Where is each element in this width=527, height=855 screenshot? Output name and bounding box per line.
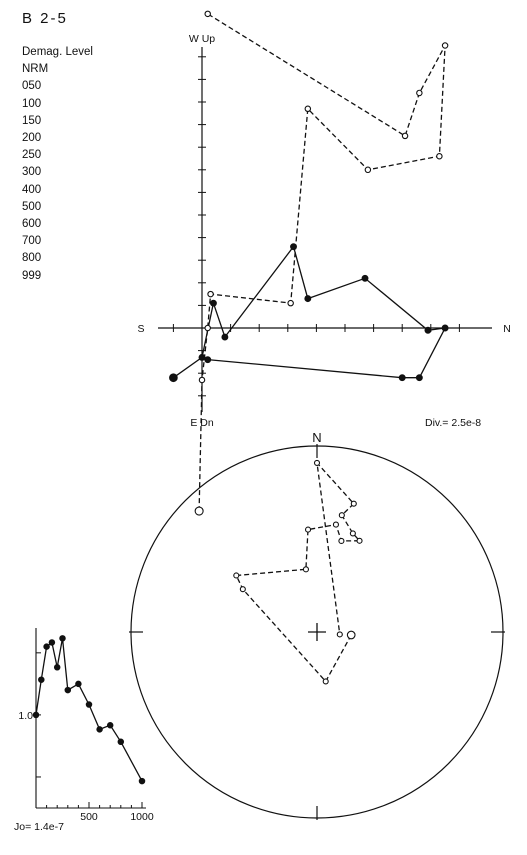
- zij-label-wup: W Up: [188, 33, 216, 45]
- zij-vertical-point: [425, 327, 431, 333]
- zij-label-edn: E Dn: [190, 417, 214, 429]
- zij-vertical-point: [416, 375, 422, 381]
- zij-vertical-point: [442, 325, 448, 331]
- stereonet-point: [240, 587, 245, 592]
- zij-horizontal-point: [402, 133, 407, 138]
- stereonet-point: [306, 527, 311, 532]
- sample-id: B 2-5: [22, 10, 68, 27]
- intensity-point: [49, 640, 54, 645]
- stereonet-path: [236, 463, 359, 682]
- zij-vertical-point: [362, 275, 368, 281]
- zij-horizontal-point: [195, 507, 203, 515]
- zij-horizontal-point: [205, 325, 210, 330]
- intensity-point: [44, 644, 49, 649]
- intensity-ytick-label: 1.0: [18, 709, 33, 722]
- intensity-point: [39, 677, 44, 682]
- intensity-xtick-label: 500: [80, 811, 98, 823]
- demag-step: 300: [22, 166, 42, 179]
- zij-vertical-point: [399, 375, 405, 381]
- stereonet-point: [323, 679, 328, 684]
- zij-label-n: N: [503, 323, 511, 335]
- intensity-xtick-label: 1000: [130, 811, 154, 823]
- zij-vertical-point: [211, 300, 217, 306]
- demag-step: 600: [22, 218, 42, 231]
- stereonet-point: [339, 513, 344, 518]
- demag-step: NRM: [22, 63, 49, 76]
- demag-header: Demag. Level: [22, 46, 93, 58]
- zij-vertical-point: [199, 354, 205, 360]
- zij-vertical-point: [291, 244, 297, 250]
- zij-horizontal-point: [442, 43, 447, 48]
- zij-horizontal-point: [208, 291, 213, 296]
- zij-horizontal-point: [205, 11, 210, 16]
- stereonet-point: [303, 567, 308, 572]
- stereonet-point: [339, 538, 344, 543]
- stereonet-point: [315, 460, 320, 465]
- intensity-point: [33, 712, 38, 717]
- stereonet-point: [350, 531, 355, 536]
- stereonet-point: [333, 522, 338, 527]
- intensity-point: [97, 727, 102, 732]
- zij-vertical-line: [173, 247, 445, 378]
- intensity-line: [36, 638, 142, 781]
- intensity-point: [118, 739, 123, 744]
- demag-step: 800: [22, 252, 42, 265]
- demag-step: 200: [22, 132, 42, 145]
- zij-horizontal-point: [199, 377, 204, 382]
- zij-vertical-point: [222, 334, 228, 340]
- demag-step: 700: [22, 235, 42, 248]
- demag-step: 250: [22, 149, 42, 162]
- demag-step: 999: [22, 269, 42, 282]
- zij-horizontal-point: [417, 90, 422, 95]
- zij-div-label: Div.= 2.5e-8: [425, 417, 482, 429]
- intensity-point: [86, 702, 91, 707]
- intensity-point: [65, 687, 70, 692]
- stereonet-point: [357, 538, 362, 543]
- zij-horizontal-point: [437, 154, 442, 159]
- stereonet-point: [347, 631, 355, 639]
- zij-vertical-point: [305, 296, 311, 302]
- intensity-jo-label: Jo= 1.4e-7: [14, 821, 64, 833]
- demag-step: 100: [22, 97, 42, 110]
- zij-horizontal-point: [288, 300, 293, 305]
- zij-vertical-point: [170, 374, 178, 382]
- zij-horizontal-line: [199, 14, 445, 511]
- demag-step: 150: [22, 114, 42, 127]
- intensity-point: [139, 778, 144, 783]
- demag-step: 500: [22, 200, 42, 213]
- stereonet-point: [351, 501, 356, 506]
- intensity-point: [55, 665, 60, 670]
- intensity-point: [60, 636, 65, 641]
- zij-horizontal-point: [365, 167, 370, 172]
- stereonet-point: [234, 573, 239, 578]
- demag-step: 400: [22, 183, 42, 196]
- intensity-point: [108, 723, 113, 728]
- stereonet-label-n: N: [312, 430, 322, 445]
- demag-step: 050: [22, 80, 42, 93]
- stereonet-point: [337, 632, 342, 637]
- zij-horizontal-point: [305, 106, 310, 111]
- zij-label-s: S: [137, 323, 145, 335]
- zij-vertical-point: [205, 357, 211, 363]
- intensity-point: [76, 681, 81, 686]
